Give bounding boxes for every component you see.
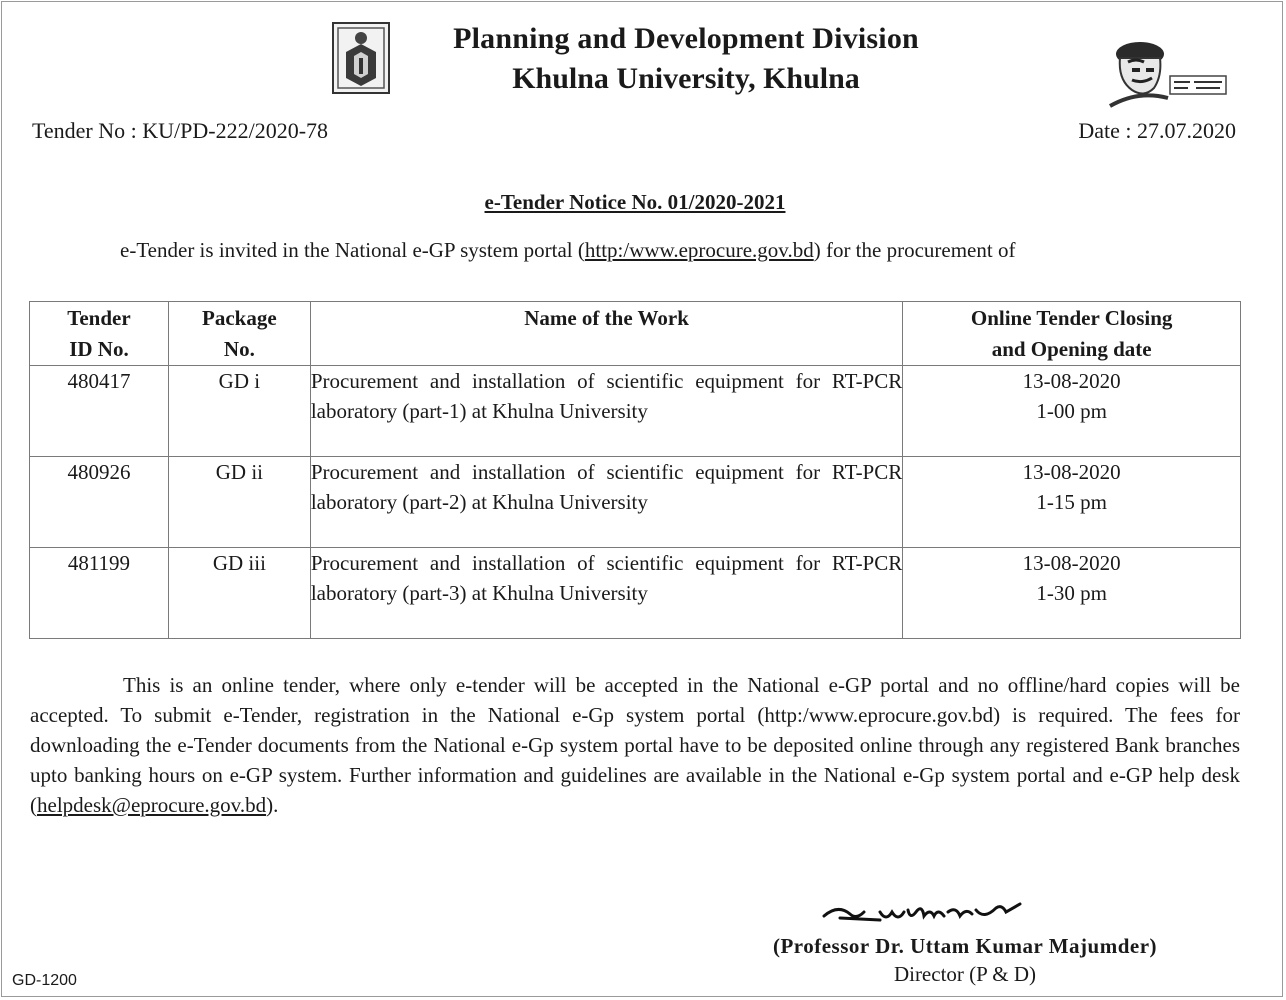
university-title: Khulna University, Khulna bbox=[512, 62, 860, 95]
closing-time: 1-00 pm bbox=[1036, 399, 1107, 423]
notice-date: Date : 27.07.2020 bbox=[1078, 118, 1236, 143]
date-cell bbox=[903, 366, 1241, 457]
signatory-name: (Professor Dr. Uttam Kumar Majumder) bbox=[772, 934, 1158, 958]
package-cell: GD iii bbox=[168, 548, 310, 639]
table-row bbox=[30, 457, 1241, 548]
work-cell: Procurement and installation of scientific equipment for RT-PCR laboratory (part-3) at Khulna University bbox=[310, 548, 902, 639]
work-cell: Procurement and installation of scientific equipment for RT-PCR laboratory (part-1) at Khulna University bbox=[310, 366, 902, 457]
header-tender-id bbox=[30, 302, 169, 366]
header-tender-id-line2: ID No. bbox=[69, 337, 129, 361]
header-date-line2: and Opening date bbox=[991, 337, 1152, 361]
tender-id-cell: 480417 bbox=[30, 366, 169, 457]
closing-date: 13-08-2020 bbox=[1022, 551, 1121, 575]
intro-text-end: ) for the procurement of bbox=[813, 238, 1016, 262]
table-row bbox=[30, 366, 1241, 457]
header-tender-id-line1: Tender bbox=[67, 306, 131, 330]
intro-text-start: e-Tender is invited in the National e-GP system portal ( bbox=[120, 238, 585, 262]
tender-id-cell: 480926 bbox=[30, 457, 169, 548]
signatory-title: Director (P & D) bbox=[893, 962, 1037, 986]
header-work: Name of the Work bbox=[310, 302, 902, 366]
package-cell: GD i bbox=[168, 366, 310, 457]
portrait-emblem-icon bbox=[1098, 32, 1238, 108]
header-package-line1: Package bbox=[202, 306, 277, 330]
intro-paragraph bbox=[30, 236, 1240, 264]
tender-table bbox=[29, 301, 1241, 639]
notice-title: e-Tender Notice No. 01/2020-2021 bbox=[484, 190, 786, 214]
package-cell: GD ii bbox=[168, 457, 310, 548]
closing-date: 13-08-2020 bbox=[1022, 369, 1121, 393]
tender-number: Tender No : KU/PD-222/2020-78 bbox=[32, 118, 329, 143]
gd-code: GD-1200 bbox=[12, 972, 77, 989]
table-row bbox=[30, 548, 1241, 639]
closing-time: 1-30 pm bbox=[1036, 581, 1107, 605]
eprocure-link[interactable]: http:/www.eprocure.gov.bd bbox=[584, 238, 814, 262]
date-cell bbox=[903, 457, 1241, 548]
division-title: Planning and Development Division bbox=[453, 22, 919, 55]
date-cell bbox=[903, 548, 1241, 639]
university-crest-icon bbox=[332, 22, 390, 94]
work-cell: Procurement and installation of scientific equipment for RT-PCR laboratory (part-2) at Khulna University bbox=[310, 457, 902, 548]
header-date-line1: Online Tender Closing bbox=[970, 306, 1173, 330]
tender-id-cell: 481199 bbox=[30, 548, 169, 639]
header-package-line2: No. bbox=[223, 337, 255, 361]
terms-paragraph bbox=[30, 670, 1240, 820]
terms-text-end: ). bbox=[266, 793, 279, 817]
header-package bbox=[168, 302, 310, 366]
header-date bbox=[903, 302, 1241, 366]
closing-time: 1-15 pm bbox=[1036, 490, 1107, 514]
handwritten-signature bbox=[820, 898, 1040, 932]
closing-date: 13-08-2020 bbox=[1022, 460, 1121, 484]
helpdesk-email-link[interactable]: helpdesk@eprocure.gov.bd bbox=[37, 793, 267, 817]
table-header-row bbox=[30, 302, 1241, 366]
terms-text: This is an online tender, where only e-tender will be accepted in the National e-GP portal and no offline/hard copies will be accepted. To submit e-Tender, registration in the National e-Gp system portal (http:/www.eprocure.gov.bd) is required. The fees for downloading the e-Tender documents from the National e-Gp system portal have to be deposited online through any registered Bank branches upto banking hours on e-GP system. Further information and guidelines are available in the National e-Gp system portal and e-GP help desk ( bbox=[30, 673, 1240, 817]
